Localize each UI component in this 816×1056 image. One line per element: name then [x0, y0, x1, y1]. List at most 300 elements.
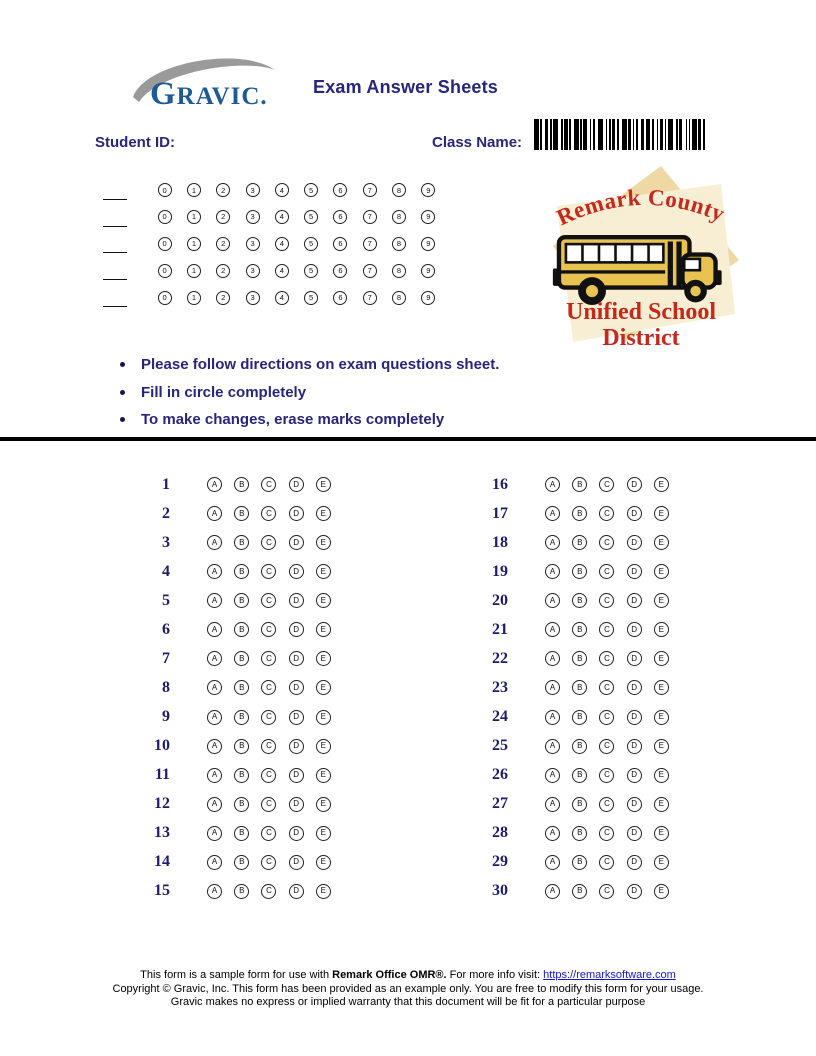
id-bubble[interactable]: 3 — [246, 264, 260, 278]
answer-choice-cell — [648, 477, 675, 492]
answer-choice-cell — [621, 826, 648, 841]
answer-choice-cell — [255, 535, 282, 550]
id-bubble[interactable]: 1 — [187, 264, 201, 278]
id-bubble[interactable]: 3 — [246, 210, 260, 224]
answer-bubble[interactable]: C — [261, 768, 276, 783]
answer-bubble[interactable]: E — [654, 651, 669, 666]
class-name-barcode — [534, 119, 708, 150]
answer-bubble[interactable]: E — [316, 855, 331, 870]
answer-bubble[interactable]: C — [599, 797, 614, 812]
answer-bubble[interactable]: E — [654, 710, 669, 725]
id-bubble[interactable]: 1 — [187, 291, 201, 305]
answer-bubble[interactable]: E — [316, 826, 331, 841]
answer-bubble[interactable]: C — [261, 535, 276, 550]
id-bubble[interactable]: 2 — [216, 237, 230, 251]
id-bubble[interactable]: 6 — [333, 210, 347, 224]
answer-bubble[interactable]: C — [261, 884, 276, 899]
answer-bubble[interactable]: D — [627, 797, 642, 812]
answer-bubble[interactable]: A — [545, 477, 560, 492]
id-digit-cell — [296, 237, 325, 251]
answer-bubble[interactable]: A — [207, 535, 222, 550]
answer-bubble[interactable]: D — [289, 535, 304, 550]
question-number: 12 — [154, 795, 170, 813]
answer-choice-cell — [566, 884, 593, 899]
answer-choice-cell — [201, 506, 228, 521]
id-bubble[interactable]: 2 — [216, 210, 230, 224]
id-blank-cell — [100, 257, 150, 284]
answer-bubble[interactable]: A — [207, 797, 222, 812]
answer-bubble[interactable]: D — [289, 739, 304, 754]
answer-bubble[interactable]: E — [316, 739, 331, 754]
answer-choice-cell — [648, 593, 675, 608]
id-bubble[interactable]: 9 — [421, 183, 435, 197]
answer-choice-cell — [228, 651, 255, 666]
answer-choice-cell — [255, 593, 282, 608]
id-bubble[interactable]: 3 — [246, 291, 260, 305]
id-digit-cell — [209, 237, 238, 251]
id-digit-cell — [326, 210, 355, 224]
answer-bubble[interactable]: C — [261, 593, 276, 608]
answer-choice-cell — [310, 622, 337, 637]
answer-bubble[interactable]: B — [234, 884, 249, 899]
answer-bubble[interactable]: C — [599, 768, 614, 783]
answer-bubble[interactable]: A — [207, 564, 222, 579]
answer-bubble[interactable]: D — [289, 593, 304, 608]
id-digit-cell — [326, 291, 355, 305]
id-bubble[interactable]: 9 — [421, 264, 435, 278]
answer-bubble[interactable]: E — [654, 622, 669, 637]
answer-bubble[interactable]: E — [654, 826, 669, 841]
answer-choice-cell — [621, 593, 648, 608]
answer-bubble[interactable]: D — [627, 622, 642, 637]
id-digit-cell — [296, 183, 325, 197]
answer-bubble[interactable]: D — [289, 651, 304, 666]
answer-bubble[interactable]: B — [572, 710, 587, 725]
answer-bubble[interactable]: E — [316, 768, 331, 783]
answer-bubble[interactable]: A — [207, 826, 222, 841]
answer-bubble[interactable]: E — [654, 680, 669, 695]
id-bubble[interactable]: 6 — [333, 291, 347, 305]
answer-bubble[interactable]: B — [234, 797, 249, 812]
id-bubble[interactable]: 1 — [187, 210, 201, 224]
answer-choice-cell — [593, 739, 620, 754]
answer-bubble[interactable]: A — [207, 710, 222, 725]
answer-bubble[interactable]: D — [289, 768, 304, 783]
answer-bubble[interactable]: E — [654, 564, 669, 579]
answer-choice-cell — [621, 622, 648, 637]
answer-choice-cell — [621, 739, 648, 754]
question-number: 16 — [492, 475, 508, 493]
answer-bubble[interactable]: A — [207, 651, 222, 666]
answer-row — [145, 732, 337, 761]
answer-choice-cell — [255, 680, 282, 695]
answer-choice-cell — [566, 739, 593, 754]
id-digit-cell — [150, 237, 179, 251]
answer-bubble[interactable]: D — [627, 651, 642, 666]
answer-bubble[interactable]: E — [654, 477, 669, 492]
answer-bubble[interactable]: C — [599, 855, 614, 870]
answer-bubble[interactable]: C — [261, 651, 276, 666]
answer-bubble[interactable]: B — [572, 680, 587, 695]
id-bubble[interactable]: 5 — [304, 291, 318, 305]
student-id-label: Student ID: — [95, 134, 175, 151]
remarksoftware-link[interactable]: https://remarksoftware.com — [543, 969, 676, 981]
answer-row — [483, 644, 675, 673]
id-digit-cell — [414, 264, 443, 278]
id-bubble[interactable]: 8 — [392, 210, 406, 224]
answer-choice-cell — [593, 564, 620, 579]
answer-bubble[interactable]: D — [289, 622, 304, 637]
id-bubble[interactable]: 2 — [216, 264, 230, 278]
id-bubble[interactable]: 5 — [304, 264, 318, 278]
answer-choice-cell — [255, 651, 282, 666]
answer-row — [145, 673, 337, 702]
answer-bubble[interactable]: C — [599, 593, 614, 608]
answer-row — [145, 557, 337, 586]
id-bubble[interactable]: 8 — [392, 237, 406, 251]
answer-bubble[interactable]: E — [654, 739, 669, 754]
answer-bubble[interactable]: D — [627, 826, 642, 841]
id-bubble[interactable]: 8 — [392, 264, 406, 278]
answer-bubble[interactable]: A — [545, 855, 560, 870]
answer-bubble[interactable]: D — [289, 564, 304, 579]
answer-bubble[interactable]: B — [572, 564, 587, 579]
answer-bubble[interactable]: E — [316, 680, 331, 695]
id-row — [100, 231, 443, 258]
id-bubble[interactable]: 9 — [421, 291, 435, 305]
id-digit-cell — [384, 210, 413, 224]
answer-choice-cell — [566, 855, 593, 870]
answer-choice-cell — [255, 797, 282, 812]
answer-bubble[interactable]: A — [207, 593, 222, 608]
id-bubble[interactable]: 0 — [158, 183, 172, 197]
answer-choice-cell — [621, 710, 648, 725]
id-bubble[interactable]: 6 — [333, 264, 347, 278]
answer-bubble[interactable]: D — [289, 884, 304, 899]
answer-bubble[interactable]: B — [234, 739, 249, 754]
answer-bubble[interactable]: B — [572, 506, 587, 521]
answer-bubble[interactable]: C — [261, 797, 276, 812]
answer-row — [483, 586, 675, 615]
answer-bubble[interactable]: E — [316, 797, 331, 812]
answer-bubble[interactable]: C — [261, 506, 276, 521]
answer-bubble[interactable]: E — [654, 535, 669, 550]
answer-bubble[interactable]: E — [654, 593, 669, 608]
answer-bubble[interactable]: C — [599, 535, 614, 550]
answer-bubble[interactable]: D — [627, 768, 642, 783]
answer-bubble[interactable]: B — [572, 768, 587, 783]
answer-bubble[interactable]: E — [316, 622, 331, 637]
answer-bubble[interactable]: E — [654, 797, 669, 812]
id-bubble[interactable]: 6 — [333, 237, 347, 251]
id-bubble[interactable]: 2 — [216, 183, 230, 197]
answer-bubble[interactable]: B — [234, 593, 249, 608]
answer-bubble[interactable]: E — [316, 506, 331, 521]
footer — [0, 969, 816, 1010]
answer-bubble[interactable]: D — [627, 855, 642, 870]
id-digit-cell — [179, 291, 208, 305]
answer-bubble[interactable]: E — [316, 593, 331, 608]
id-bubble[interactable]: 9 — [421, 237, 435, 251]
question-number: 14 — [154, 853, 170, 871]
answer-bubble[interactable]: B — [234, 651, 249, 666]
id-bubble[interactable]: 6 — [333, 183, 347, 197]
answer-choice-cell — [283, 535, 310, 550]
question-number: 6 — [162, 620, 170, 638]
id-blank-line[interactable] — [103, 252, 127, 253]
answer-choice-cell — [593, 477, 620, 492]
answer-bubble[interactable]: E — [316, 651, 331, 666]
answer-choice-cell — [566, 535, 593, 550]
id-digit-cell — [238, 210, 267, 224]
answer-bubble[interactable]: C — [261, 739, 276, 754]
answer-choice-cell — [566, 680, 593, 695]
answer-bubble[interactable]: D — [289, 855, 304, 870]
id-bubble[interactable]: 7 — [363, 183, 377, 197]
id-bubble[interactable]: 3 — [246, 237, 260, 251]
answer-bubble[interactable]: C — [599, 564, 614, 579]
id-bubble[interactable]: 2 — [216, 291, 230, 305]
answer-bubble[interactable]: C — [599, 884, 614, 899]
id-digit-cell — [355, 210, 384, 224]
answer-choice-cell — [566, 651, 593, 666]
answer-choice-cell — [201, 651, 228, 666]
answer-choice-cell — [566, 506, 593, 521]
id-bubble[interactable]: 0 — [158, 264, 172, 278]
answer-bubble[interactable]: B — [572, 739, 587, 754]
id-digit-cell — [414, 210, 443, 224]
id-bubble[interactable]: 1 — [187, 237, 201, 251]
answer-row — [145, 499, 337, 528]
answer-bubble[interactable]: B — [234, 622, 249, 637]
id-blank-line[interactable] — [103, 306, 127, 307]
answer-row — [483, 528, 675, 557]
id-bubble[interactable]: 9 — [421, 210, 435, 224]
answer-choice-cell — [201, 622, 228, 637]
answer-bubble[interactable]: B — [234, 710, 249, 725]
id-digit-cell — [179, 264, 208, 278]
id-bubble[interactable]: 3 — [246, 183, 260, 197]
answer-bubble[interactable]: B — [234, 855, 249, 870]
answer-bubble[interactable]: A — [545, 739, 560, 754]
answer-bubble[interactable]: D — [289, 477, 304, 492]
answer-choice-cell — [201, 768, 228, 783]
answer-bubble[interactable]: C — [599, 826, 614, 841]
answer-bubble[interactable]: A — [207, 622, 222, 637]
answer-bubble[interactable]: C — [261, 622, 276, 637]
id-digit-cell — [384, 237, 413, 251]
answer-bubble[interactable]: D — [627, 710, 642, 725]
id-bubble[interactable]: 7 — [363, 264, 377, 278]
answer-bubble[interactable]: E — [316, 535, 331, 550]
id-blank-line[interactable] — [103, 199, 127, 200]
answer-choice-cell — [283, 680, 310, 695]
answer-bubble[interactable]: D — [289, 506, 304, 521]
answer-choice-cell — [539, 506, 566, 521]
footer-line3: Gravic makes no express or implied warranty that this document will be fit for a particular purpose — [170, 996, 646, 1008]
id-bubble[interactable]: 5 — [304, 183, 318, 197]
answer-bubble[interactable]: B — [572, 622, 587, 637]
answer-choice-cell — [310, 797, 337, 812]
answer-bubble[interactable]: D — [627, 506, 642, 521]
answer-bubble[interactable]: C — [261, 710, 276, 725]
answer-bubble[interactable]: E — [316, 884, 331, 899]
id-blank-line[interactable] — [103, 226, 127, 227]
id-bubble[interactable]: 4 — [275, 291, 289, 305]
answer-bubble[interactable]: E — [316, 710, 331, 725]
answer-choice-cell — [228, 506, 255, 521]
answer-choice-cell — [283, 797, 310, 812]
answer-bubble[interactable]: B — [234, 768, 249, 783]
id-bubble[interactable]: 5 — [304, 237, 318, 251]
id-bubble[interactable]: 0 — [158, 291, 172, 305]
answer-grid-right — [483, 470, 675, 906]
answer-bubble[interactable]: B — [572, 651, 587, 666]
answer-choice-cell — [201, 564, 228, 579]
gravic-logo-initial: G — [150, 76, 177, 112]
answer-choice-cell — [283, 564, 310, 579]
answer-bubble[interactable]: B — [234, 506, 249, 521]
answer-bubble[interactable]: A — [545, 710, 560, 725]
question-number: 24 — [492, 708, 508, 726]
answer-bubble[interactable]: B — [572, 477, 587, 492]
id-digit-cell — [150, 264, 179, 278]
answer-bubble[interactable]: A — [545, 680, 560, 695]
answer-bubble[interactable]: A — [545, 622, 560, 637]
answer-bubble[interactable]: A — [545, 506, 560, 521]
answer-bubble[interactable]: C — [599, 622, 614, 637]
question-number: 5 — [162, 591, 170, 609]
answer-bubble[interactable]: E — [316, 564, 331, 579]
answer-bubble[interactable]: A — [207, 680, 222, 695]
answer-bubble[interactable]: D — [627, 739, 642, 754]
answer-bubble[interactable]: A — [545, 535, 560, 550]
answer-bubble[interactable]: B — [572, 535, 587, 550]
answer-choice-cell — [228, 535, 255, 550]
answer-bubble[interactable]: E — [654, 506, 669, 521]
answer-bubble[interactable]: B — [234, 477, 249, 492]
answer-bubble[interactable]: D — [289, 826, 304, 841]
answer-choice-cell — [648, 739, 675, 754]
answer-row — [483, 732, 675, 761]
answer-bubble[interactable]: B — [572, 593, 587, 608]
answer-row — [145, 790, 337, 819]
answer-bubble[interactable]: A — [545, 593, 560, 608]
answer-bubble[interactable]: C — [599, 680, 614, 695]
answer-bubble[interactable]: D — [289, 797, 304, 812]
id-bubble[interactable]: 0 — [158, 237, 172, 251]
answer-bubble[interactable]: A — [545, 797, 560, 812]
answer-bubble[interactable]: A — [545, 768, 560, 783]
answer-choice-cell — [539, 826, 566, 841]
answer-row — [483, 877, 675, 906]
id-digit-cell — [267, 210, 296, 224]
answer-bubble[interactable]: E — [316, 477, 331, 492]
answer-bubble[interactable]: B — [572, 884, 587, 899]
answer-grid-left — [145, 470, 337, 906]
answer-bubble[interactable]: C — [261, 855, 276, 870]
answer-bubble[interactable]: D — [289, 710, 304, 725]
answer-bubble[interactable]: B — [572, 826, 587, 841]
id-bubble[interactable]: 8 — [392, 291, 406, 305]
id-bubble[interactable]: 4 — [275, 183, 289, 197]
answer-bubble[interactable]: B — [234, 535, 249, 550]
answer-bubble[interactable]: A — [207, 739, 222, 754]
answer-bubble[interactable]: C — [599, 739, 614, 754]
question-number: 29 — [492, 853, 508, 871]
answer-bubble[interactable]: C — [261, 680, 276, 695]
id-bubble[interactable]: 7 — [363, 210, 377, 224]
answer-bubble[interactable]: D — [627, 680, 642, 695]
answer-choice-cell — [593, 593, 620, 608]
id-bubble[interactable]: 5 — [304, 210, 318, 224]
answer-bubble[interactable]: C — [261, 477, 276, 492]
answer-bubble[interactable]: A — [207, 506, 222, 521]
answer-bubble[interactable]: B — [234, 564, 249, 579]
svg-text:GRAVIC. — [150, 76, 268, 112]
id-bubble[interactable]: 1 — [187, 183, 201, 197]
answer-bubble[interactable]: A — [207, 477, 222, 492]
gravic-logo-rest: RAVIC. — [176, 83, 268, 110]
answer-choice-cell — [255, 884, 282, 899]
answer-bubble[interactable]: B — [572, 855, 587, 870]
answer-bubble[interactable]: A — [545, 651, 560, 666]
answer-bubble[interactable]: D — [627, 593, 642, 608]
answer-bubble[interactable]: C — [599, 477, 614, 492]
answer-bubble[interactable]: D — [289, 680, 304, 695]
answer-bubble[interactable]: A — [207, 884, 222, 899]
answer-bubble[interactable]: A — [207, 855, 222, 870]
id-bubble[interactable]: 0 — [158, 210, 172, 224]
answer-bubble[interactable]: E — [654, 884, 669, 899]
page-title: Exam Answer Sheets — [313, 77, 499, 97]
answer-choice-cell — [283, 622, 310, 637]
answer-bubble[interactable]: D — [627, 477, 642, 492]
id-bubble[interactable]: 4 — [275, 237, 289, 251]
answer-bubble[interactable]: C — [599, 710, 614, 725]
answer-choice-cell — [310, 593, 337, 608]
answer-bubble[interactable]: A — [545, 826, 560, 841]
answer-bubble[interactable]: D — [627, 535, 642, 550]
id-bubble[interactable]: 4 — [275, 264, 289, 278]
id-bubble[interactable]: 7 — [363, 237, 377, 251]
answer-bubble[interactable]: A — [545, 884, 560, 899]
id-bubble[interactable]: 4 — [275, 210, 289, 224]
question-number: 1 — [162, 475, 170, 493]
id-blank-line[interactable] — [103, 279, 127, 280]
answer-bubble[interactable]: C — [599, 506, 614, 521]
answer-bubble[interactable]: B — [572, 797, 587, 812]
id-bubble[interactable]: 8 — [392, 183, 406, 197]
answer-bubble[interactable]: C — [261, 564, 276, 579]
answer-bubble[interactable]: D — [627, 884, 642, 899]
instruction-text: Please follow directions on exam questions sheet. — [141, 356, 500, 374]
answer-choice-cell — [310, 710, 337, 725]
id-digit-cell — [209, 210, 238, 224]
answer-choice-cell — [566, 564, 593, 579]
answer-bubble[interactable]: C — [599, 651, 614, 666]
answer-bubble[interactable]: A — [545, 564, 560, 579]
answer-bubble[interactable]: E — [654, 855, 669, 870]
answer-bubble[interactable]: B — [234, 680, 249, 695]
answer-bubble[interactable]: A — [207, 768, 222, 783]
id-bubble[interactable]: 7 — [363, 291, 377, 305]
answer-bubble[interactable]: C — [261, 826, 276, 841]
answer-bubble[interactable]: D — [627, 564, 642, 579]
answer-bubble[interactable]: B — [234, 826, 249, 841]
answer-choice-cell — [201, 710, 228, 725]
answer-bubble[interactable]: E — [654, 768, 669, 783]
